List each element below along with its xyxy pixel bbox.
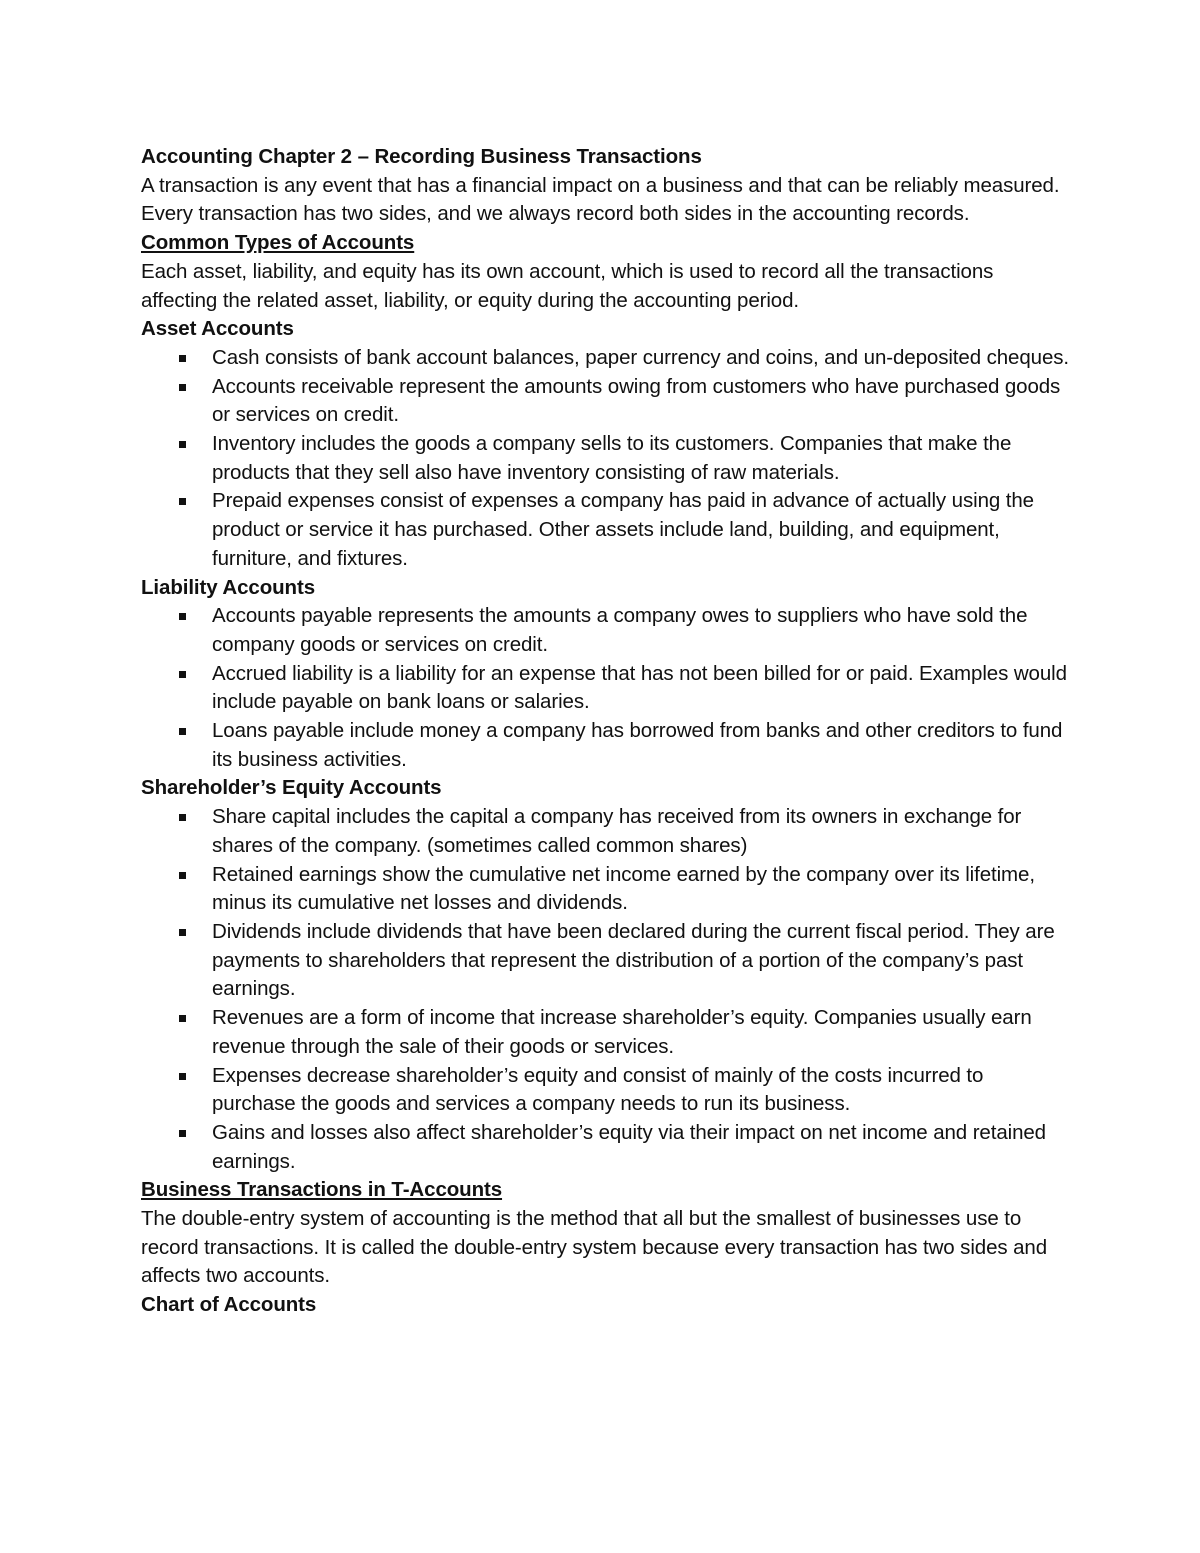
square-bullet-icon: [179, 1130, 186, 1137]
liability-accounts-heading: Liability Accounts: [141, 575, 315, 599]
square-bullet-icon: [179, 355, 186, 362]
list-item-text: Inventory includes the goods a company sells to its customers. Companies that make the products that they sell also have inventory consisting of raw materials.: [212, 432, 1012, 484]
asset-accounts-heading: Asset Accounts: [141, 317, 294, 341]
list-item-text: Retained earnings show the cumulative net income earned by the company over its lifetime, minus its cumulative net losses and dividends.: [212, 862, 1035, 915]
list-item-text: Cash consists of bank account balances, paper currency and coins, and un-deposited cheques.: [212, 345, 1069, 369]
t-accounts-paragraph: The double-entry system of accounting is the method that all but the smallest of businesses use to record transactions. It is called the double-entry system because every transaction has two sides and affects two accounts.: [141, 1207, 1048, 1288]
square-bullet-icon: [179, 872, 186, 879]
list-item: [141, 1119, 1071, 1176]
list-item: [141, 1004, 1071, 1061]
square-bullet-icon: [179, 1015, 186, 1022]
list-item: [141, 1062, 1071, 1119]
t-accounts-heading: Business Transactions in T-Accounts: [141, 1178, 503, 1202]
equity-accounts-list: [141, 803, 1071, 1176]
intro-paragraph: A transaction is any event that has a financial impact on a business and that can be reliably measured. Every transaction has two sides, and we always record both sides in the accounting records.: [141, 173, 1060, 226]
asset-accounts-list: [141, 344, 1071, 574]
equity-accounts-heading: Shareholder’s Equity Accounts: [141, 776, 442, 800]
list-item: [141, 373, 1071, 430]
common-types-paragraph: Each asset, liability, and equity has its own account, which is used to record all the transactions affecting the related asset, liability, or equity during the accounting period.: [141, 259, 994, 312]
document-title: Accounting Chapter 2 – Recording Business Transactions: [141, 145, 702, 168]
square-bullet-icon: [179, 498, 186, 505]
list-item: [141, 918, 1071, 1004]
liability-accounts-list: [141, 602, 1071, 774]
list-item: [141, 717, 1071, 774]
list-item: [141, 660, 1071, 717]
list-item: [141, 861, 1071, 918]
square-bullet-icon: [179, 671, 186, 678]
list-item: [141, 430, 1071, 487]
list-item: [141, 344, 1071, 373]
list-item: [141, 487, 1071, 573]
list-item-text: Dividends include dividends that have been declared during the current fiscal period. They are payments to shareholders that represent the distribution of a portion of the company’s past earnings.: [212, 919, 1055, 1001]
list-item-text: Prepaid expenses consist of expenses a company has paid in advance of actually using the product or service it has purchased. Other assets include land, building, and equipment, furniture, and fixtures.: [212, 489, 1034, 570]
square-bullet-icon: [179, 613, 186, 620]
square-bullet-icon: [179, 384, 186, 391]
square-bullet-icon: [179, 929, 186, 936]
list-item-text: Share capital includes the capital a company has received from its owners in exchange for shares of the company. (sometimes called common shares): [212, 805, 1022, 857]
list-item: [141, 602, 1071, 659]
chart-of-accounts-heading: Chart of Accounts: [141, 1293, 317, 1317]
list-item-text: Accounts receivable represent the amounts owing from customers who have purchased goods or services on credit.: [212, 374, 1061, 427]
square-bullet-icon: [179, 728, 186, 735]
document-page: [141, 143, 1071, 1320]
square-bullet-icon: [179, 1073, 186, 1080]
list-item-text: Gains and losses also affect shareholder’s equity via their impact on net income and retained earnings.: [212, 1120, 1046, 1173]
list-item-text: Loans payable include money a company has borrowed from banks and other creditors to fund its business activities.: [212, 719, 1063, 771]
list-item-text: Accounts payable represents the amounts a company owes to suppliers who have sold the company goods or services on credit.: [212, 604, 1028, 656]
square-bullet-icon: [179, 814, 186, 821]
common-types-heading: Common Types of Accounts: [141, 231, 415, 255]
list-item: [141, 803, 1071, 860]
list-item-text: Revenues are a form of income that increase shareholder’s equity. Companies usually earn revenue through the sale of their goods or services.: [212, 1006, 1032, 1058]
list-item-text: Accrued liability is a liability for an expense that has not been billed for or paid. Examples would include payable on bank loans or salaries.: [212, 661, 1067, 714]
square-bullet-icon: [179, 441, 186, 448]
list-item-text: Expenses decrease shareholder’s equity and consist of mainly of the costs incurred to purchase the goods and services a company needs to run its business.: [212, 1063, 984, 1116]
